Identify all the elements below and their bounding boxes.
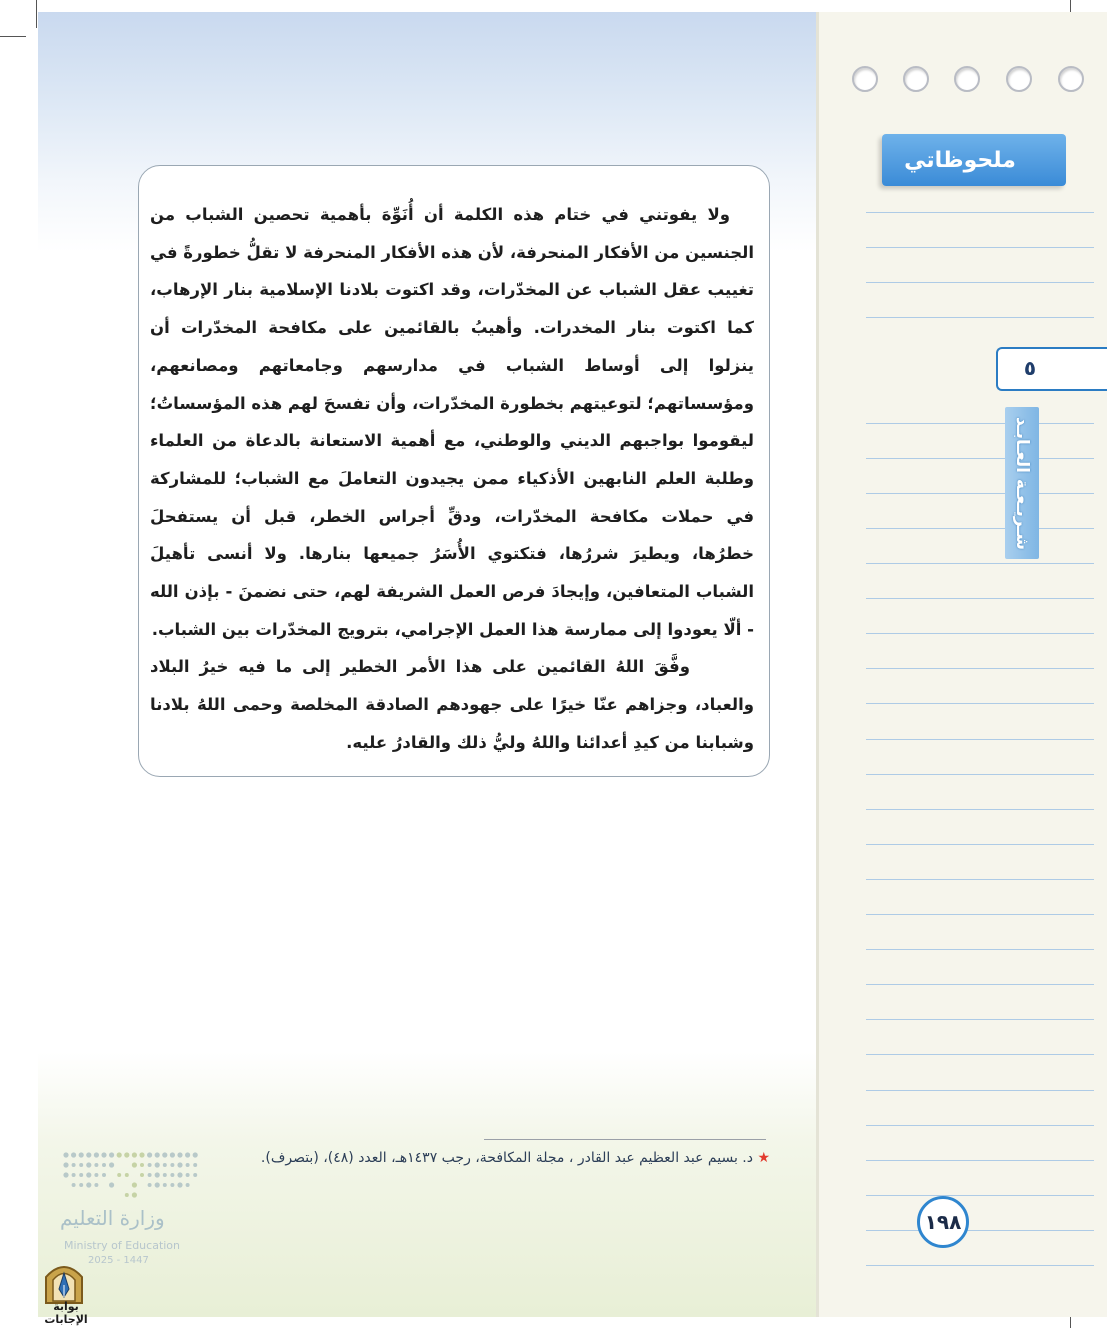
logo-dot bbox=[186, 1173, 190, 1177]
notes-rule-line bbox=[866, 282, 1094, 283]
logo-dot bbox=[193, 1152, 198, 1157]
footnote-text: د. بسيم عبد العظيم عبد القادر ، مجلة المكافحة، رجب ١٤٣٧هـ، العدد (٤٨)، (بتصرف). bbox=[260, 1150, 753, 1166]
notes-rule-line bbox=[866, 1090, 1094, 1091]
logo-dot bbox=[170, 1173, 174, 1177]
notes-rule-line bbox=[866, 703, 1094, 704]
side-label: شـريـعـة العـابـد bbox=[1012, 416, 1032, 550]
notes-rule-line bbox=[866, 563, 1094, 564]
logo-dot bbox=[140, 1173, 144, 1177]
logo-dot bbox=[72, 1183, 76, 1187]
notes-rule-line bbox=[866, 598, 1094, 599]
logo-dot bbox=[148, 1173, 152, 1177]
binder-hole bbox=[903, 66, 929, 92]
logo-dot bbox=[109, 1152, 114, 1157]
logo-dot bbox=[63, 1152, 68, 1157]
article-paragraph: وفَّقَ اللهُ القائمين على هذا الأمر الخطير إلى ما فيه خيرُ البلاد والعباد، وجزاهم عنّا خيرًا على جهودهم الصادقة المخلصة وحمى اللهُ بلادنا وشبابنا من كيدِ أعدائنا واللهُ وليُّ ذلك والقادرُ عليه. bbox=[150, 657, 754, 752]
logo-dot bbox=[132, 1152, 137, 1157]
notes-rule-line bbox=[866, 528, 1094, 529]
logo-dot bbox=[170, 1183, 174, 1187]
logo-dot bbox=[71, 1152, 76, 1157]
logo-dot bbox=[86, 1152, 91, 1157]
notes-rule-line bbox=[866, 458, 1094, 459]
binder-hole bbox=[852, 66, 878, 92]
page-number-badge bbox=[917, 1196, 969, 1248]
logo-dot bbox=[155, 1182, 160, 1187]
logo-dot bbox=[102, 1163, 106, 1167]
logo-dot bbox=[132, 1192, 137, 1197]
notes-rule-line bbox=[866, 1195, 1094, 1196]
logo-dot bbox=[72, 1163, 76, 1167]
logo-dot bbox=[185, 1152, 190, 1157]
notes-rule-line bbox=[866, 1054, 1094, 1055]
logo-dot bbox=[155, 1162, 160, 1167]
logo-dot bbox=[94, 1173, 98, 1177]
binder-hole bbox=[1006, 66, 1032, 92]
logo-dot bbox=[177, 1172, 182, 1177]
logo-dot bbox=[94, 1152, 99, 1157]
notes-rule-line bbox=[866, 774, 1094, 775]
notes-rule-line bbox=[866, 668, 1094, 669]
ministry-logo-icon bbox=[62, 1150, 202, 1206]
footnote-divider bbox=[484, 1139, 766, 1140]
logo-dot bbox=[177, 1162, 182, 1167]
logo-dot bbox=[177, 1152, 182, 1157]
notes-rule-line bbox=[866, 809, 1094, 810]
logo-dot bbox=[147, 1152, 152, 1157]
logo-dot bbox=[117, 1173, 121, 1177]
logo-dot bbox=[132, 1162, 137, 1167]
notes-rule-line bbox=[866, 1160, 1094, 1161]
notes-rule-line bbox=[866, 247, 1094, 248]
logo-dot bbox=[63, 1162, 68, 1167]
logo-dot bbox=[163, 1173, 167, 1177]
logo-dot bbox=[186, 1163, 190, 1167]
notes-rule-line bbox=[866, 1265, 1094, 1266]
logo-dot bbox=[125, 1193, 129, 1197]
logo-dot bbox=[86, 1172, 91, 1177]
logo-dot bbox=[79, 1163, 83, 1167]
logo-dot bbox=[177, 1182, 182, 1187]
notes-title-tab bbox=[882, 134, 1066, 186]
article-text bbox=[150, 196, 754, 762]
notes-rule-line bbox=[866, 423, 1094, 424]
watermark-logo-icon bbox=[40, 1255, 88, 1305]
article-paragraph: ولا يفوتني في ختام هذه الكلمة أن أُنَوِّهَ بأهمية تحصين الشباب من الجنسين من الأفكار المنحرفة، لأن هذه الأفكار المنحرفة لا تقلُّ خطورةً في تغييب عقل الشباب عن المخدّرات، وقد اكتوت بلادنا الإسلامية بنار الإرهاب، كما اكتوت بنار المخدرات. وأهيبُ بالقائمين على مكافحة المخدّرات أن ينزلوا إلى أوساط الشباب في مدارسهم وجامعاتهم ومصانعهم، ومؤسساتهم؛ لتوعيتهم بخطورة المخدّرات، وأن تفسحَ لهم هذه المؤسساتُ؛ ليقوموا بواجبهم الديني والوطني، مع أهمية الاستعانة بالدعاة من العلماء وطلبة العلم النابهين الأذكياء ممن يجيدون التعاملَ مع الشباب؛ للمشاركة في حملات مكافحة المخدّرات، ودقِّ أجراس الخطر، قبل أن يستفحلَ خطرُها، ويطيرَ شررُها، فتكتوي الأُسَرُ جميعها بنارها. ولا أنسى تأهيلَ الشباب المتعافين، وإيجادَ فرص العمل الشريفة لهم، حتى نضمنَ - بإذن الله - ألّا يعودوا إلى ممارسة هذا العمل الإجرامي، بترويج المخدّرات بين الشباب. bbox=[150, 205, 754, 639]
logo-dot bbox=[148, 1163, 152, 1167]
logo-dot bbox=[155, 1172, 160, 1177]
logo-dot bbox=[63, 1172, 68, 1177]
logo-dot bbox=[72, 1173, 76, 1177]
notes-rule-line bbox=[866, 493, 1094, 494]
logo-dot bbox=[193, 1163, 197, 1167]
notes-panel bbox=[816, 12, 1107, 1317]
logo-dot bbox=[86, 1182, 91, 1187]
ministry-name-english: Ministry of Education bbox=[64, 1239, 181, 1252]
logo-dot bbox=[163, 1163, 167, 1167]
logo-dot bbox=[193, 1173, 197, 1177]
notes-rule-line bbox=[866, 844, 1094, 845]
logo-dot bbox=[117, 1152, 122, 1157]
logo-dot bbox=[94, 1163, 98, 1167]
ministry-name-arabic: وزارة التعليم bbox=[60, 1206, 165, 1230]
crop-mark bbox=[36, 0, 37, 28]
binder-hole bbox=[1058, 66, 1084, 92]
notes-rule-line bbox=[866, 317, 1094, 318]
logo-dot bbox=[170, 1163, 174, 1167]
notes-rule-line bbox=[866, 212, 1094, 213]
logo-dot bbox=[155, 1152, 160, 1157]
logo-dot bbox=[124, 1152, 129, 1157]
notes-rule-line bbox=[866, 739, 1094, 740]
notes-rule-line bbox=[866, 879, 1094, 880]
logo-dot bbox=[139, 1152, 144, 1157]
logo-dot bbox=[102, 1173, 106, 1177]
logo-dot bbox=[132, 1182, 137, 1187]
logo-dot bbox=[109, 1182, 114, 1187]
page-number: ١٩٨ bbox=[924, 1210, 962, 1234]
logo-dot bbox=[79, 1152, 84, 1157]
binder-hole bbox=[954, 66, 980, 92]
logo-dot bbox=[162, 1152, 167, 1157]
unit-number: ٥ bbox=[1023, 356, 1037, 380]
ministry-years: 2025 - 1447 bbox=[88, 1255, 149, 1266]
notes-rule-line bbox=[866, 1125, 1094, 1126]
logo-dot bbox=[186, 1183, 190, 1187]
logo-dot bbox=[148, 1183, 152, 1187]
notes-rule-line bbox=[866, 984, 1094, 985]
logo-dot bbox=[170, 1152, 175, 1157]
notes-rule-line bbox=[866, 633, 1094, 634]
crop-mark bbox=[0, 36, 26, 37]
notes-rule-line bbox=[866, 914, 1094, 915]
logo-dot bbox=[79, 1183, 83, 1187]
notes-rule-line bbox=[866, 1230, 1094, 1231]
logo-dot bbox=[101, 1152, 106, 1157]
logo-dot bbox=[125, 1173, 129, 1177]
star-icon: ★ bbox=[757, 1150, 770, 1166]
logo-dot bbox=[163, 1183, 167, 1187]
footnote bbox=[200, 1150, 770, 1166]
notes-title: ملحوظاتي bbox=[904, 147, 1016, 173]
watermark-label: بوابة الإجابات bbox=[44, 1300, 88, 1326]
notes-rule-line bbox=[866, 949, 1094, 950]
logo-dot bbox=[86, 1162, 91, 1167]
logo-dot bbox=[140, 1163, 144, 1167]
logo-dot bbox=[79, 1173, 83, 1177]
notes-rule-line bbox=[866, 1019, 1094, 1020]
logo-dot bbox=[109, 1162, 114, 1167]
logo-dot bbox=[94, 1183, 98, 1187]
